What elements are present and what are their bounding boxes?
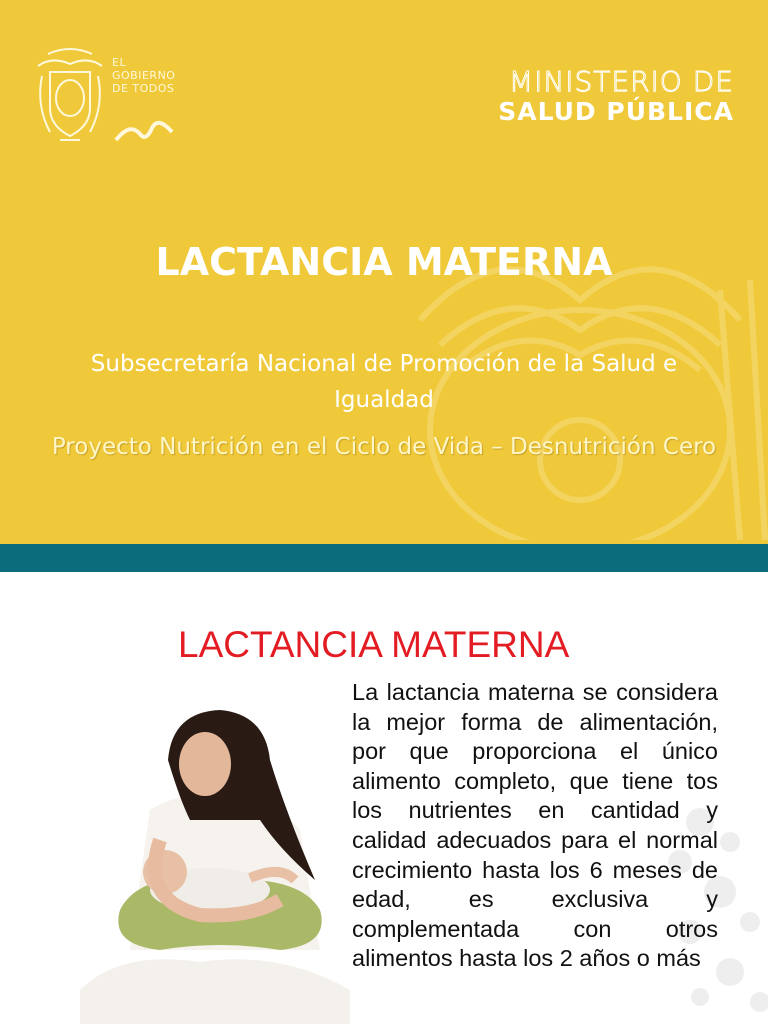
- slide-title: LACTANCIA MATERNA: [178, 624, 570, 665]
- teal-divider-band: [0, 544, 768, 572]
- gov-line-1: EL: [112, 56, 127, 69]
- content-slide: [0, 572, 768, 1024]
- gov-line-3: DE TODOS: [112, 82, 175, 95]
- cover-subtitle: Subsecretaría Nacional de Promoción de la Salud e Igualdad: [90, 351, 678, 413]
- ministry-line-2: SALUD PÚBLICA: [498, 97, 734, 126]
- cover-title: LACTANCIA MATERNA: [155, 240, 613, 284]
- national-shield-icon: [34, 46, 106, 144]
- ministry-line-1: MINISTERIO DE: [508, 65, 734, 98]
- government-logo-text: [112, 56, 175, 95]
- government-swoosh-icon: [112, 118, 176, 144]
- mother-breastfeeding-image: [80, 700, 355, 1024]
- gov-line-2: GOBIERNO: [112, 69, 176, 82]
- slide-body-text: La lactancia materna se considera la mejor forma de alimentación, por que proporciona el único alimento completo, que tiene tos los nutrientes en cantidad y calidad adecuados para el normal crecimiento hasta los 6 meses de edad, es exclusiva y complementada con otros alimentos hasta los 2 años o más: [352, 679, 718, 972]
- ministry-logo: [498, 66, 734, 126]
- cover-project: Proyecto Nutrición en el Ciclo de Vida – Desnutrición Cero: [51, 434, 717, 460]
